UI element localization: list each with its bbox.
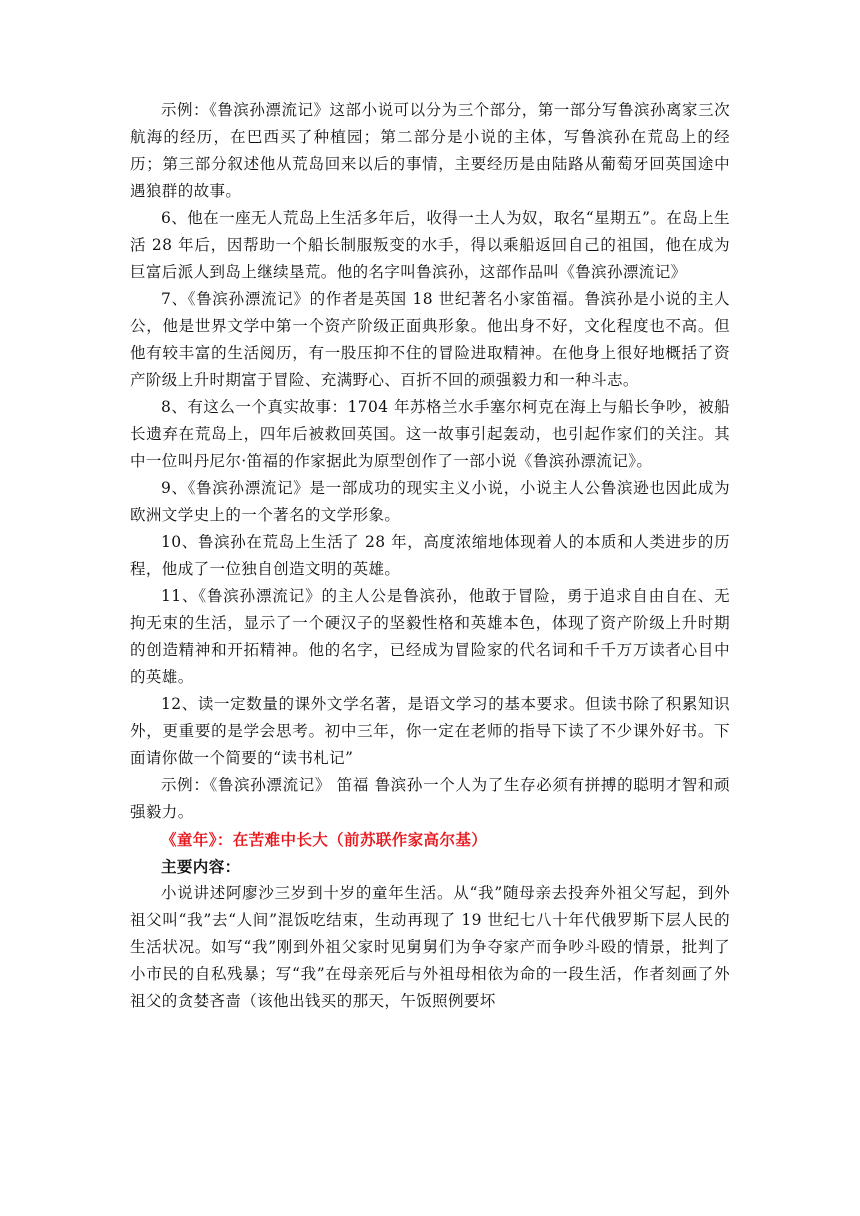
- paragraph-item-12: 12、读一定数量的课外文学名著，是语文学习的基本要求。但读书除了积累知识外，更重要的是学会思考。初中三年，你一定在老师的指导下读了不少课外好书。下面请你做一个简要的“读书札记”: [130, 695, 730, 767]
- paragraph-item-11: 11、《鲁滨孙漂流记》的主人公是鲁滨孙，他敢于冒险，勇于追求自由自在、无拘无束的生活，显示了一个硬汉子的坚毅性格和英雄本色，体现了资产阶级上升时期的创造精神和开拓精神。他的名字，已经成为冒险家的代名词和千千万万读者心目中的英雄。: [130, 587, 730, 686]
- paragraph-item-7: 7、《鲁滨孙漂流记》的作者是英国 18 世纪著名小家笛福。鲁滨孙是小说的主人公，他是世界文学中第一个资产阶级正面典形象。他出身不好，文化程度也不高。但他有较丰富的生活阅历，有一股压抑不住的冒险进取精神。在他身上很好地概括了资产阶级上升时期富于冒险、充满野心、百折不回的顽强毅力和一种斗志。: [130, 290, 730, 389]
- section-heading: 《童年》：在苦难中长大（前苏联作家高尔基）: [161, 830, 488, 849]
- paragraph-item-9: 9、《鲁滨孙漂流记》是一部成功的现实主义小说，小说主人公鲁滨逊也因此成为欧洲文学史上的一个著名的文学形象。: [130, 479, 730, 524]
- paragraph-item-8: 8、有这么一个真实故事：1704 年苏格兰水手塞尔柯克在海上与船长争吵，被船长遗弃在荒岛上，四年后被救回英国。这一故事引起轰动，也引起作家们的关注。其中一位叫丹尼尔·笛福的作家据此为原型创作了一部小说《鲁滨孙漂流记》。: [130, 398, 730, 470]
- document-page: [130, 97, 730, 1015]
- paragraph-example-structure: 示例：《鲁滨孙漂流记》这部小说可以分为三个部分，第一部分写鲁滨孙离家三次航海的经历，在巴西买了种植园；第二部分是小说的主体，写鲁滨孙在荒岛上的经历；第三部分叙述他从荒岛回来以后的事情，主要经历是由陆路从葡萄牙回英国途中遇狼群的故事。: [130, 101, 730, 200]
- paragraph-item-10: 10、鲁滨孙在荒岛上生活了 28 年，高度浓缩地体现着人的本质和人类进步的历程，他成了一位独自创造文明的英雄。: [130, 533, 730, 578]
- paragraph-summary: 小说讲述阿廖沙三岁到十岁的童年生活。从“我”随母亲去投奔外祖父写起，到外祖父叫“我”去“人间”混饭吃结束，生动再现了 19 世纪七八十年代俄罗斯下层人民的生活状况。如写“我”刚到外祖父家时见舅舅们为争夺家产而争吵斗殴的情景，批判了小市民的自私残暴；写“我”在母亲死后与外祖母相依为命的一段生活，作者刻画了外祖父的贪婪吝啬（该他出钱买的那天，午饭照例要坏: [130, 884, 730, 1010]
- section-subheading: 主要内容：: [161, 857, 241, 876]
- paragraph-example-notes: 示例：《鲁滨孙漂流记》 笛福 鲁滨孙一个人为了生存必须有拼搏的聪明才智和顽强毅力。: [130, 776, 730, 821]
- paragraph-item-6: 6、他在一座无人荒岛上生活多年后，收得一土人为奴，取名“星期五”。在岛上生活 28 年后，因帮助一个船长制服叛变的水手，得以乘船返回自己的祖国，他在成为巨富后派人到岛上继续垦荒。他的名字叫鲁滨孙，这部作品叫《鲁滨孙漂流记》: [130, 209, 730, 281]
